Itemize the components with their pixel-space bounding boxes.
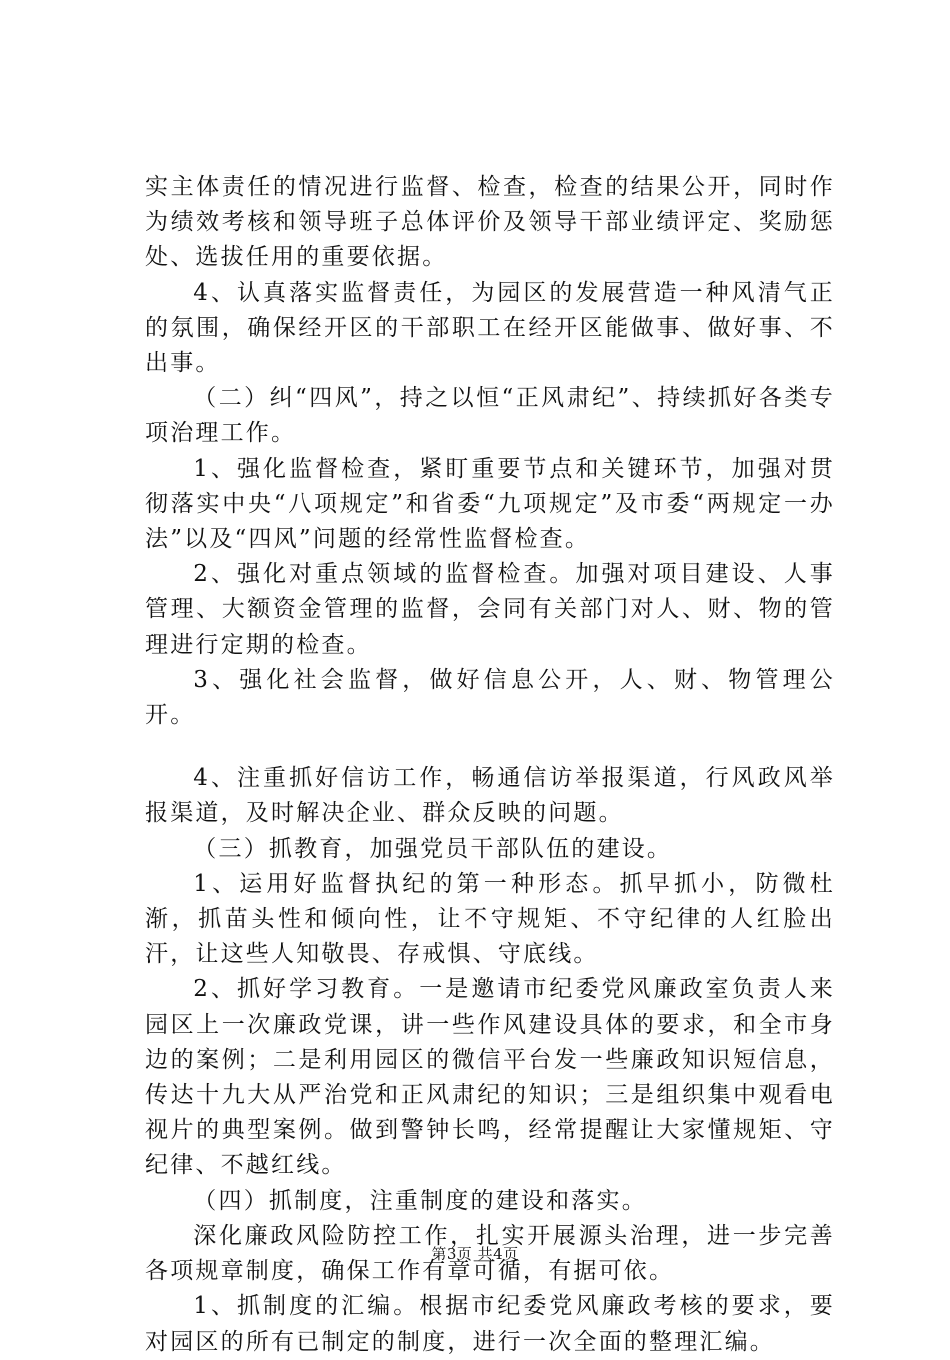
section-heading: （四）抓制度，注重制度的建设和落实。 [193,1187,647,1214]
section-heading: （二）纠“四风”，持之以恒“正风肃纪”、持续抓好各类专项治理工作。 [145,385,835,447]
document-body [145,170,835,1360]
paragraph: 1、运用好监督执纪的第一种形态。抓早抓小，防微杜渐，抓苗头性和倾向性，让不守规矩、不守纪律的人红脸出汗，让这些人知敬畏、存戒惧、守底线。 [145,870,835,968]
paragraph: 深化廉政风险防控工作，扎实开展源头治理，进一步完善各项规章制度，确保工作有章可循，有据可依。 [145,1222,835,1285]
paragraph: 4、认真落实监督责任，为园区的发展营造一种风清气正的氛围，确保经开区的干部职工在经开区能做事、做好事、不出事。 [145,279,835,377]
paragraph: 实主体责任的情况进行监督、检查，检查的结果公开，同时作为绩效考核和领导班子总体评价及领导干部业绩评定、奖励惩处、选拔任用的重要依据。 [145,174,835,271]
paragraph: 2、抓好学习教育。一是邀请市纪委党风廉政室负责人来园区上一次廉政党课，讲一些作风建设具体的要求，和全市身边的案例；二是利用园区的微信平台发一些廉政知识短信息，传达十九大从严治党和正风肃纪的知识；三是组织集中观看电视片的典型案例。做到警钟长鸣，经常提醒让大家懂规矩、守纪律、不越红线。 [145,976,835,1179]
paragraph: 1、强化监督检查，紧盯重要节点和关键环节，加强对贯彻落实中央“八项规定”和省委“九项规定”及市委“两规定一办法”以及“四风”问题的经常性监督检查。 [145,455,835,553]
section-heading: （三）抓教育，加强党员干部队伍的建设。 [193,835,673,862]
page-number-footer: 第3页 共4页 [431,1245,519,1263]
paragraph: 4、注重抓好信访工作，畅通信访举报渠道，行风政风举报渠道，及时解决企业、群众反映的问题。 [145,765,835,827]
paragraph: 3、强化社会监督，做好信息公开，人、财、物管理公开。 [145,666,835,729]
paragraph: 2、强化对重点领域的监督检查。加强对项目建设、人事管理、大额资金管理的监督，会同有关部门对人、财、物的管理进行定期的检查。 [145,561,835,658]
paragraph: 1、抓制度的汇编。根据市纪委党风廉政考核的要求，要对园区的所有已制定的制度，进行一次全面的整理汇编。 [145,1293,835,1355]
